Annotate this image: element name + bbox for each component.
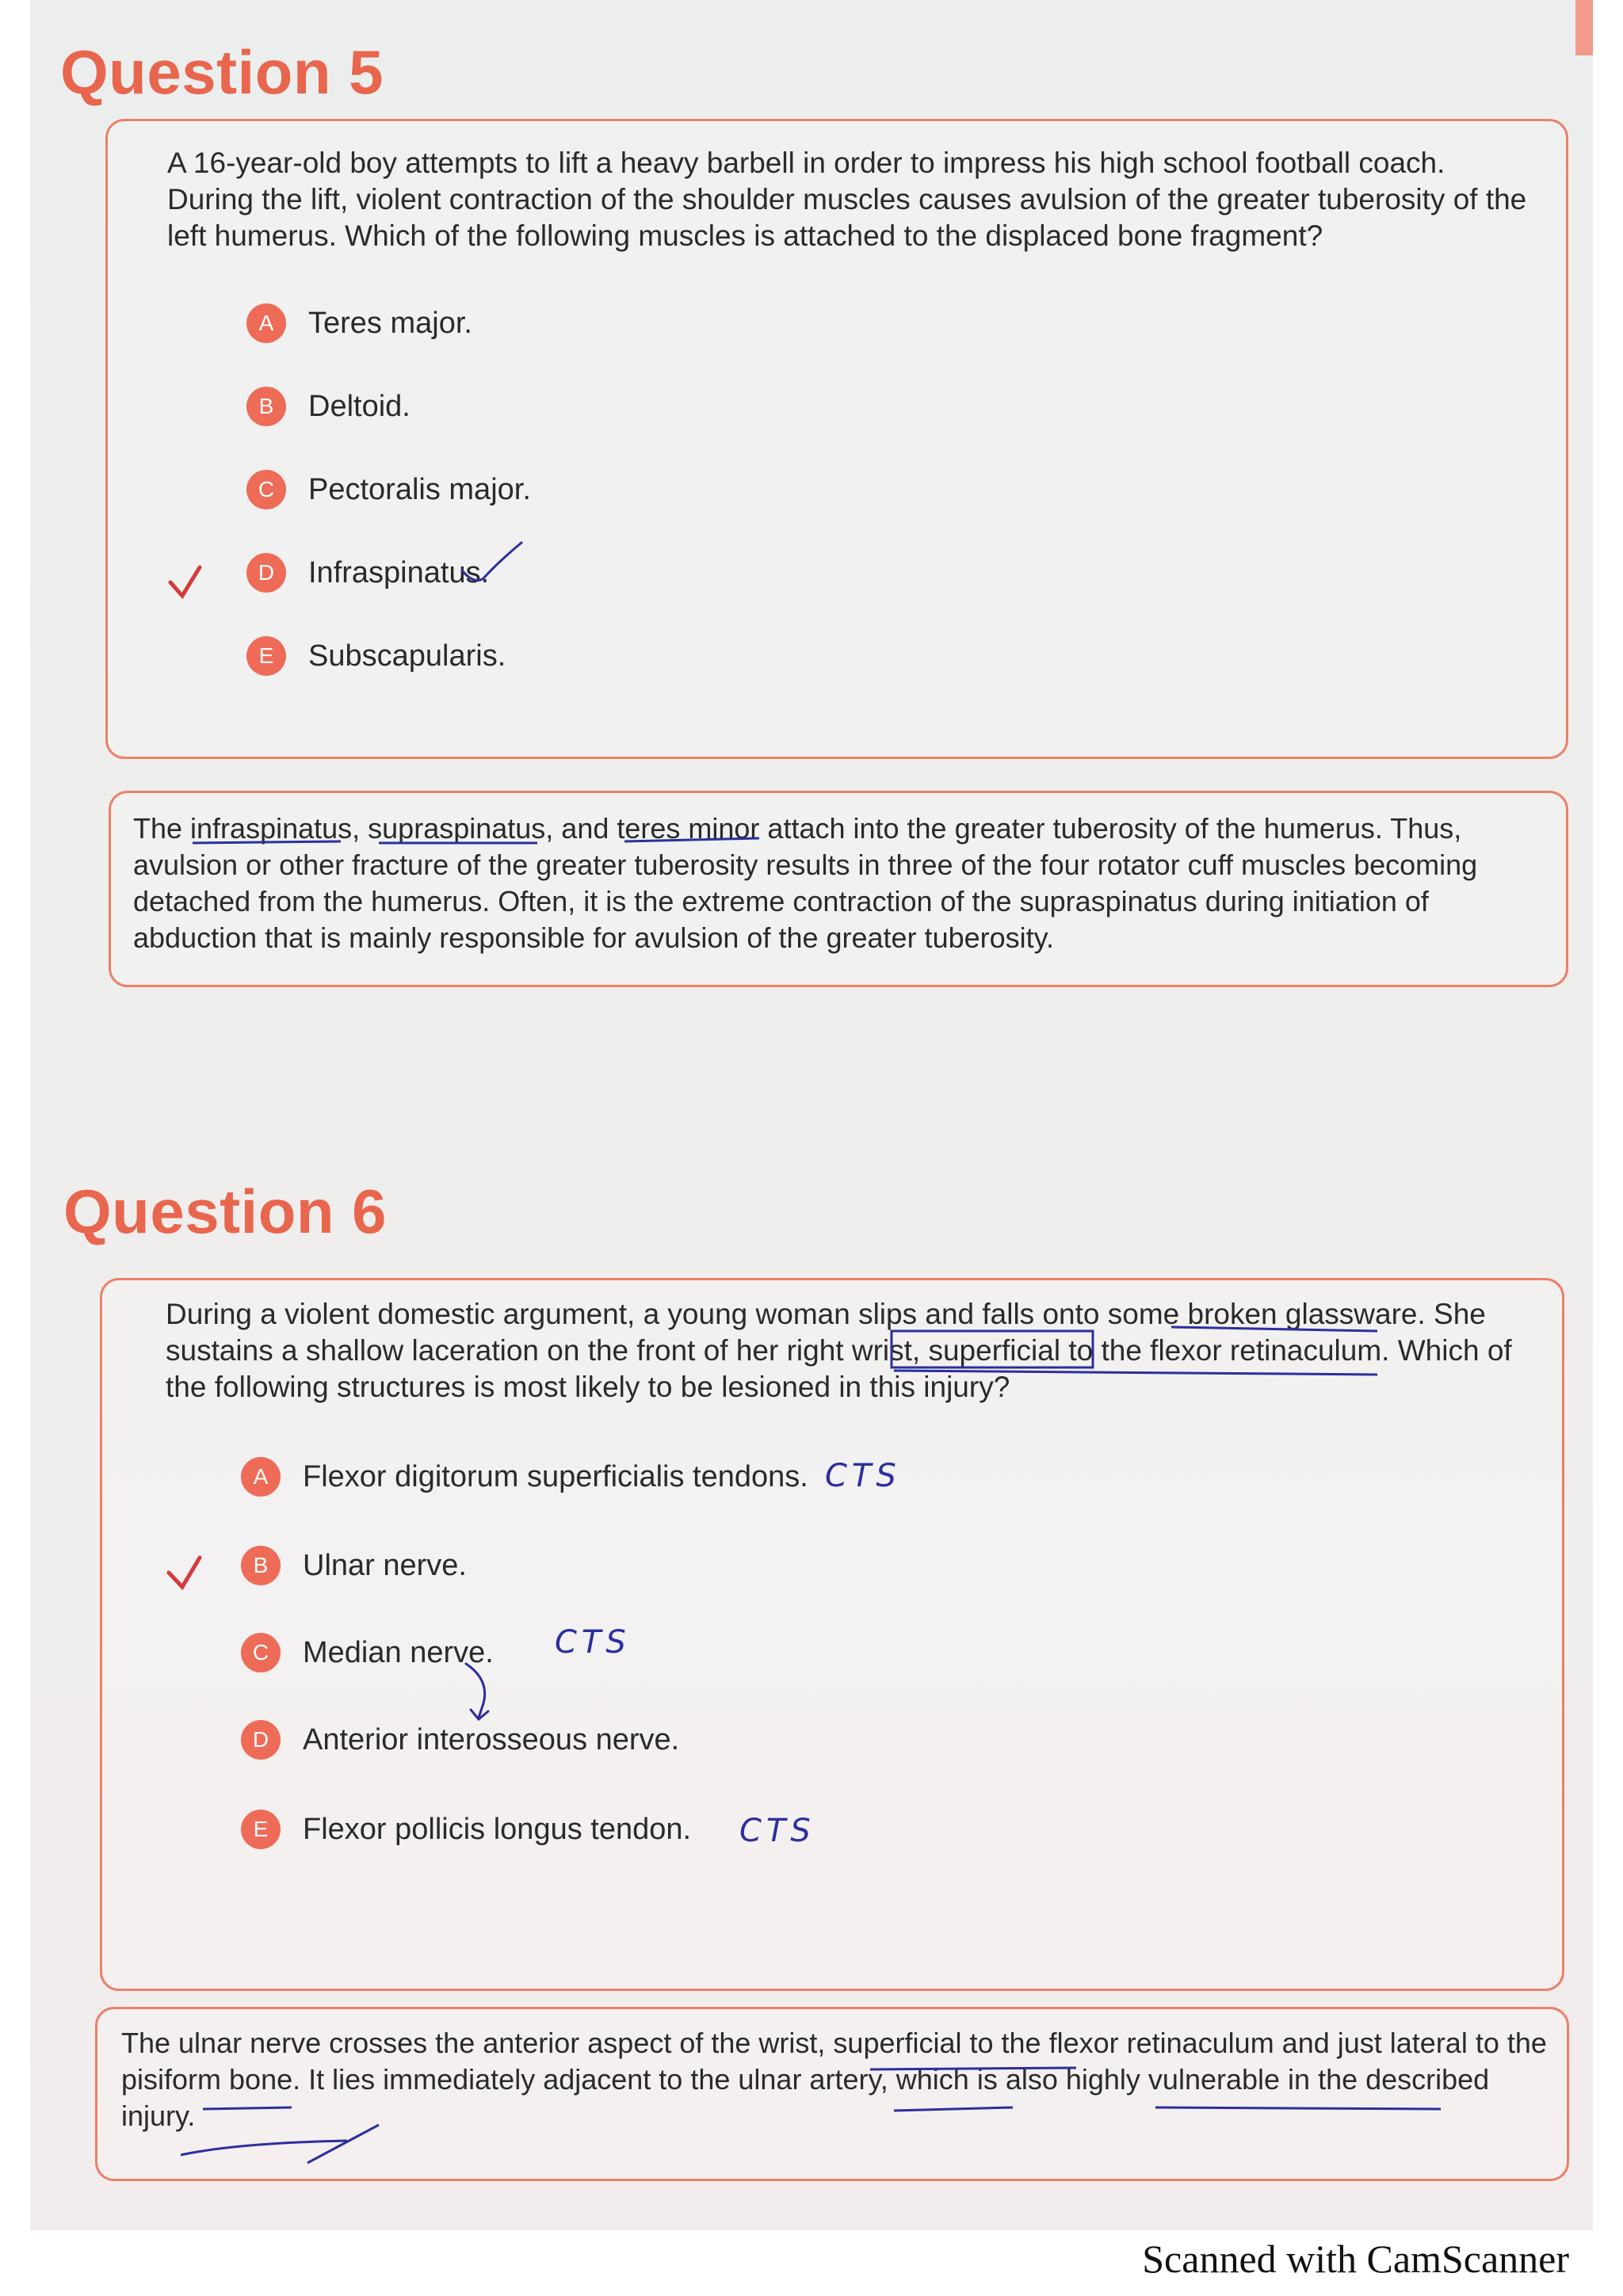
option-letter-e: E [241, 1810, 281, 1849]
option-text: Median nerve. [303, 1635, 494, 1669]
question-6-option-e[interactable] [241, 1806, 691, 1853]
option-text: Subscapularis. [308, 639, 506, 673]
option-text: Deltoid. [308, 389, 411, 423]
question-6-explanation-box [95, 2007, 1569, 2181]
handwritten-note-cts: CTS [739, 1813, 815, 1849]
question-5-option-b[interactable] [246, 383, 411, 430]
option-letter-d: D [241, 1720, 281, 1760]
question-6-explanation: The ulnar nerve crosses the anterior aspect of the wrist, superficial to the flexor retinaculum and just lateral to the pisiform bone. It lies immediately adjacent to the ulnar artery, which is also highly vulnerable in the described injury. [121, 2027, 1547, 2132]
question-5-stem: A 16-year-old boy attempts to lift a heavy barbell in order to impress his high school football coach. During the lift, violent contraction of the shoulder muscles causes avulsion of the greater tuberosity of the left humerus. Which of the following muscles is attached to the displaced bone fragment? [167, 147, 1527, 252]
question-5-title: Question 5 [60, 37, 384, 107]
option-letter-a: A [241, 1457, 281, 1497]
option-text: Flexor pollicis longus tendon. [303, 1812, 692, 1846]
scanned-page [30, 0, 1593, 2230]
option-text: Infraspinatus. [308, 555, 490, 589]
question-5-option-a[interactable] [246, 299, 472, 347]
handwritten-note-cts: CTS [825, 1458, 901, 1494]
question-6-stem: During a violent domestic argument, a young woman slips and falls onto some broken glassware. She sustains a shallow laceration on the front of her right wrist, superficial to the flexor retinaculum. Which of the following structures is most likely to be lesioned in this injury? [166, 1298, 1512, 1403]
question-5-option-c[interactable] [246, 466, 531, 513]
scanner-watermark: Scanned with CamScanner [1142, 2237, 1569, 2281]
question-6-option-b[interactable] [241, 1542, 467, 1589]
option-text: Flexor digitorum superficialis tendons. [303, 1459, 808, 1493]
question-6-option-a[interactable] [241, 1453, 808, 1501]
option-letter-e: E [246, 636, 286, 676]
option-letter-b: B [241, 1546, 281, 1585]
option-letter-c: C [246, 470, 286, 509]
option-letter-a: A [246, 303, 286, 343]
option-letter-c: C [241, 1633, 281, 1672]
question-5-box [105, 119, 1568, 759]
question-6-option-c[interactable] [241, 1629, 494, 1676]
question-5-option-e[interactable] [246, 632, 506, 680]
question-6-option-d[interactable] [241, 1716, 679, 1764]
handwritten-note-cts: CTS [555, 1624, 631, 1661]
question-6-title: Question 6 [63, 1177, 388, 1246]
option-text: Teres major. [308, 306, 472, 340]
question-6-box [100, 1278, 1564, 1991]
option-letter-b: B [246, 387, 286, 426]
page-edge-strip [1575, 0, 1593, 55]
option-text: Ulnar nerve. [303, 1548, 467, 1582]
question-5-option-d[interactable] [246, 549, 489, 597]
option-letter-d: D [246, 553, 286, 593]
question-5-explanation: The infraspinatus, supraspinatus, and teres minor attach into the greater tuberosity of the humerus. Thus, avulsion or other fracture of the greater tuberosity results in three of the four rotator cuff muscles becoming detached from the humerus. Often, it is the extreme contraction of the supraspinatus during initiation of abduction that is mainly responsible for avulsion of the greater tuberosity. [133, 812, 1478, 954]
option-text: Pectoralis major. [308, 472, 531, 506]
option-text: Anterior interosseous nerve. [303, 1722, 680, 1756]
question-5-explanation-box [109, 791, 1568, 987]
